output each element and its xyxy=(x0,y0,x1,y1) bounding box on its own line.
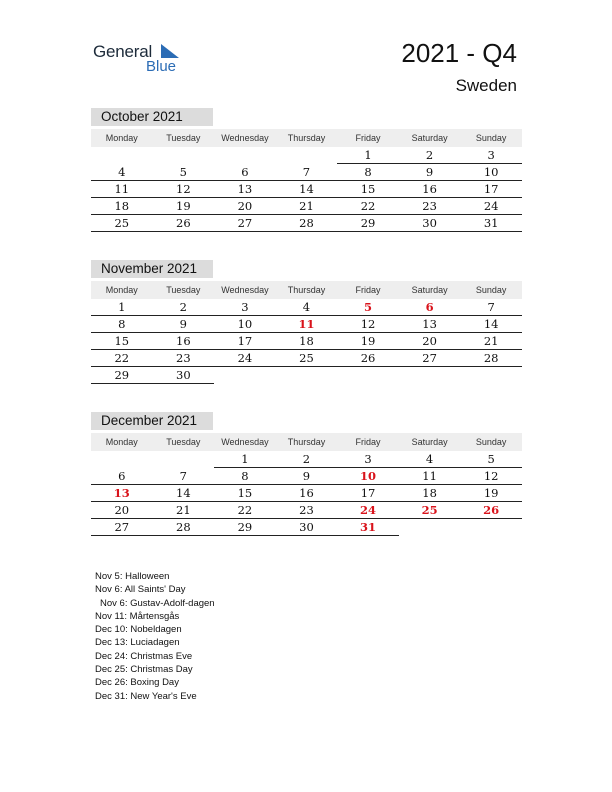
month-block xyxy=(91,108,522,232)
page-title: 2021 - Q4 xyxy=(401,38,517,68)
day-cell: 11 xyxy=(399,468,461,485)
empty-day-cell xyxy=(460,519,522,536)
week-row xyxy=(91,299,522,316)
logo xyxy=(93,40,193,78)
empty-day-cell xyxy=(91,451,153,468)
day-cell: 4 xyxy=(399,451,461,468)
empty-day-cell xyxy=(153,451,215,468)
holiday-note: Dec 26: Boxing Day xyxy=(95,677,179,689)
day-cell: 1 xyxy=(91,299,153,316)
day-cell: 17 xyxy=(460,181,522,198)
month-block xyxy=(91,412,522,536)
day-cell: 14 xyxy=(276,181,338,198)
empty-day-cell xyxy=(399,519,461,536)
weekday-label: Friday xyxy=(355,133,381,143)
day-cell: 31 xyxy=(460,215,522,232)
day-cell: 5 xyxy=(153,164,215,181)
month-block xyxy=(91,260,522,384)
weekday-label: Saturday xyxy=(411,437,448,447)
week-row xyxy=(91,333,522,350)
day-cell: 18 xyxy=(276,333,338,350)
weekday-label: Monday xyxy=(105,285,138,295)
day-cell: 21 xyxy=(276,198,338,215)
day-cell: 29 xyxy=(337,215,399,232)
day-cell: 27 xyxy=(91,519,153,536)
weekday-label: Friday xyxy=(355,437,381,447)
week-row xyxy=(91,198,522,215)
empty-day-cell xyxy=(153,147,215,164)
empty-day-cell xyxy=(214,147,276,164)
day-cell: 15 xyxy=(214,485,276,502)
week-row xyxy=(91,451,522,468)
month-title: December 2021 xyxy=(91,412,213,430)
day-cell: 23 xyxy=(153,350,215,367)
day-cell: 18 xyxy=(91,198,153,215)
day-cell: 30 xyxy=(153,367,215,384)
week-row xyxy=(91,350,522,367)
holiday-day-cell: 6 xyxy=(399,299,461,316)
day-cell: 9 xyxy=(276,468,338,485)
week-row xyxy=(91,215,522,232)
day-cell: 20 xyxy=(214,198,276,215)
day-cell: 7 xyxy=(460,299,522,316)
day-cell: 18 xyxy=(399,485,461,502)
weekday-label: Friday xyxy=(355,285,381,295)
weekday-label: Sunday xyxy=(475,133,507,143)
weekday-label: Tuesday xyxy=(166,133,201,143)
day-cell: 28 xyxy=(153,519,215,536)
holiday-note: Dec 31: New Year's Eve xyxy=(95,690,197,702)
day-cell: 27 xyxy=(214,215,276,232)
day-cell: 17 xyxy=(337,485,399,502)
empty-day-cell xyxy=(276,367,338,384)
day-cell: 26 xyxy=(337,350,399,367)
day-cell: 26 xyxy=(153,215,215,232)
day-cell: 24 xyxy=(460,198,522,215)
day-cell: 11 xyxy=(91,181,153,198)
holiday-day-cell: 11 xyxy=(276,316,338,333)
holiday-note: Dec 25: Christmas Day xyxy=(95,664,193,676)
day-cell: 25 xyxy=(276,350,338,367)
weekday-label: Monday xyxy=(105,133,138,143)
holiday-note: Dec 13: Luciadagen xyxy=(95,637,180,649)
week-row xyxy=(91,468,522,485)
week-row xyxy=(91,316,522,333)
day-cell: 28 xyxy=(460,350,522,367)
day-cell: 5 xyxy=(460,451,522,468)
day-cell: 8 xyxy=(337,164,399,181)
day-cell: 12 xyxy=(337,316,399,333)
day-cell: 30 xyxy=(276,519,338,536)
week-row xyxy=(91,164,522,181)
day-cell: 15 xyxy=(91,333,153,350)
day-cell: 9 xyxy=(153,316,215,333)
day-cell: 13 xyxy=(214,181,276,198)
day-cell: 13 xyxy=(399,316,461,333)
day-cell: 17 xyxy=(214,333,276,350)
weekday-header-row xyxy=(91,281,522,299)
day-cell: 24 xyxy=(214,350,276,367)
day-cell: 15 xyxy=(337,181,399,198)
holiday-note: Nov 5: Halloween xyxy=(95,571,170,582)
holiday-notes xyxy=(95,570,215,703)
day-cell: 7 xyxy=(153,468,215,485)
holiday-day-cell: 25 xyxy=(399,502,461,519)
holiday-day-cell: 13 xyxy=(91,485,153,502)
weekday-label: Sunday xyxy=(475,285,507,295)
holiday-day-cell: 10 xyxy=(337,468,399,485)
empty-day-cell xyxy=(460,367,522,384)
day-cell: 4 xyxy=(276,299,338,316)
empty-day-cell xyxy=(276,147,338,164)
day-cell: 22 xyxy=(91,350,153,367)
day-cell: 19 xyxy=(460,485,522,502)
weekday-label: Wednesday xyxy=(221,437,269,447)
weekday-label: Sunday xyxy=(475,437,507,447)
holiday-day-cell: 31 xyxy=(337,519,399,536)
day-cell: 9 xyxy=(399,164,461,181)
day-cell: 23 xyxy=(276,502,338,519)
day-cell: 3 xyxy=(214,299,276,316)
day-cell: 20 xyxy=(91,502,153,519)
day-cell: 12 xyxy=(153,181,215,198)
holiday-day-cell: 26 xyxy=(460,502,522,519)
day-cell: 8 xyxy=(214,468,276,485)
holiday-note: Dec 10: Nobeldagen xyxy=(95,624,182,636)
day-cell: 14 xyxy=(153,485,215,502)
day-cell: 28 xyxy=(276,215,338,232)
week-row xyxy=(91,502,522,519)
weekday-label: Tuesday xyxy=(166,285,201,295)
weekday-label: Saturday xyxy=(411,285,448,295)
month-title: November 2021 xyxy=(91,260,213,278)
day-cell: 16 xyxy=(399,181,461,198)
empty-day-cell xyxy=(337,367,399,384)
weekday-label: Thursday xyxy=(287,285,326,295)
weekday-label: Wednesday xyxy=(221,285,269,295)
month-grid xyxy=(91,433,522,536)
week-row xyxy=(91,147,522,164)
weekday-label: Saturday xyxy=(411,133,448,143)
holiday-note: Dec 24: Christmas Eve xyxy=(95,650,193,662)
empty-day-cell xyxy=(399,367,461,384)
day-cell: 25 xyxy=(91,215,153,232)
logo-triangle-icon xyxy=(161,44,179,58)
holiday-note: Nov 6: Gustav-Adolf-dagen xyxy=(100,597,215,609)
day-cell: 6 xyxy=(214,164,276,181)
weekday-label: Monday xyxy=(105,437,138,447)
day-cell: 3 xyxy=(460,147,522,164)
country-name: Sweden xyxy=(455,76,517,95)
day-cell: 16 xyxy=(153,333,215,350)
weekday-header-row xyxy=(91,129,522,147)
day-cell: 7 xyxy=(276,164,338,181)
day-cell: 21 xyxy=(460,333,522,350)
month-grid xyxy=(91,129,522,232)
empty-day-cell xyxy=(91,147,153,164)
week-row xyxy=(91,485,522,502)
day-cell: 2 xyxy=(153,299,215,316)
day-cell: 3 xyxy=(337,451,399,468)
day-cell: 4 xyxy=(91,164,153,181)
day-cell: 1 xyxy=(214,451,276,468)
holiday-day-cell: 24 xyxy=(337,502,399,519)
day-cell: 22 xyxy=(337,198,399,215)
weekday-header-row xyxy=(91,433,522,451)
day-cell: 10 xyxy=(460,164,522,181)
holiday-note: Nov 11: Mårtensgås xyxy=(95,610,180,622)
day-cell: 14 xyxy=(460,316,522,333)
weekday-label: Tuesday xyxy=(166,437,201,447)
day-cell: 30 xyxy=(399,215,461,232)
month-title: October 2021 xyxy=(91,108,213,126)
day-cell: 8 xyxy=(91,316,153,333)
day-cell: 29 xyxy=(91,367,153,384)
day-cell: 16 xyxy=(276,485,338,502)
day-cell: 10 xyxy=(214,316,276,333)
day-cell: 22 xyxy=(214,502,276,519)
day-cell: 2 xyxy=(276,451,338,468)
day-cell: 21 xyxy=(153,502,215,519)
logo-blue-text: Blue xyxy=(146,58,177,75)
day-cell: 29 xyxy=(214,519,276,536)
day-cell: 19 xyxy=(153,198,215,215)
day-cell: 20 xyxy=(399,333,461,350)
week-row xyxy=(91,519,522,536)
weekday-label: Wednesday xyxy=(221,133,269,143)
day-cell: 27 xyxy=(399,350,461,367)
weekday-label: Thursday xyxy=(287,133,326,143)
month-grid xyxy=(91,281,522,384)
week-row xyxy=(91,181,522,198)
day-cell: 6 xyxy=(91,468,153,485)
holiday-note: Nov 6: All Saints' Day xyxy=(95,584,186,596)
empty-day-cell xyxy=(214,367,276,384)
day-cell: 12 xyxy=(460,468,522,485)
week-row xyxy=(91,367,522,384)
holiday-day-cell: 5 xyxy=(337,299,399,316)
day-cell: 19 xyxy=(337,333,399,350)
day-cell: 23 xyxy=(399,198,461,215)
weekday-label: Thursday xyxy=(287,437,326,447)
logo-general-text: General xyxy=(93,42,153,61)
day-cell: 1 xyxy=(337,147,399,164)
day-cell: 2 xyxy=(399,147,461,164)
